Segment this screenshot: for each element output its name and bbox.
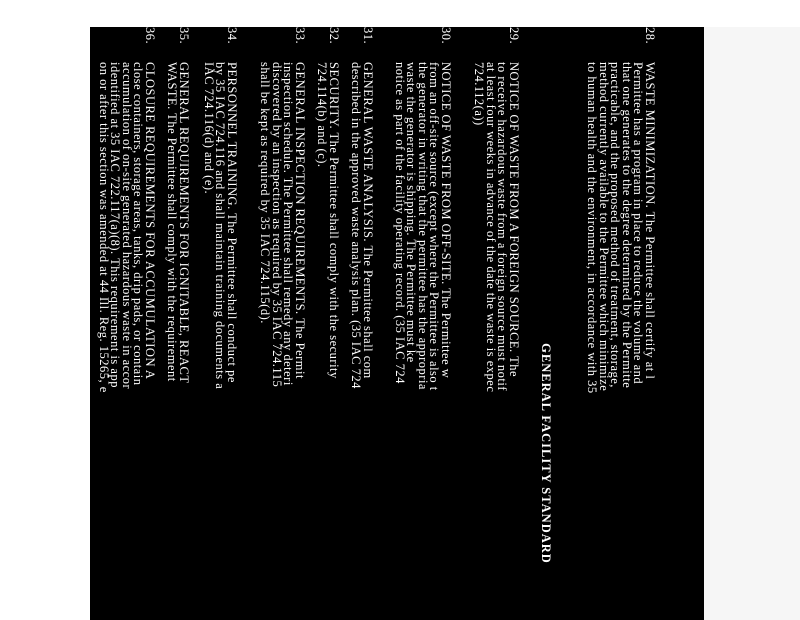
section-text: GENERAL REQUIREMENTS FOR IGNITABLE, REACT WASTE. The Permittee shall comply with the requirement [165,62,191,384]
section-number: 36. [143,27,157,45]
right-margin [704,27,800,620]
section-text: NOTICE OF WASTE FROM A FOREIGN SOURCE. The to receive hazardous waste from a foreign source must notif at least four weeks in advance of the date the waste is expec 724.112(a)) [472,62,521,393]
section-number: 33. [293,27,307,45]
section-text: PERSONNEL TRAINING. The Permittee shall conduct pe by 35 IAC 724.116 and shall maintain training documents a IAC 724.116(d) and (e). [202,62,239,390]
section-number: 29. [507,27,521,45]
rotated-document-text [95,27,655,620]
section-number: 34. [225,27,239,45]
section-number: 35. [177,27,191,45]
section-text: WASTE MINIMIZATION. The Permittee shall certify at l Permittee has a program in place to reduce the volume and that one generates to the degree determined by the Permitte practicable, and the proposed method of treatment, storage, method currently available to the Permittee which minimize to human health and the environment, in accordance with 35 [585,62,657,394]
section-heading: GENERAL FACILITY STANDARD [539,343,553,564]
section-number: 28. [643,27,657,45]
section-number: 30. [439,27,453,45]
section-text: GENERAL INSPECTION REQUIREMENTS. The Permit inspection schedule. The Permittee shall remedy any deteri discovered by an inspection as required by 35 IAC 724.115 shall be kept as required by 35 IAC 724.115(d). [258,62,307,388]
section-text: NOTICE OF WASTE FROM OFF-SITE. The Permittee w from an off-site source (except where the Permittee is also t the generator in writing that the permittee has the appropria waste the generator is shipping. The Permittee must ke notice as part of the facility operating record. (35 IAC 724 [393,62,453,391]
section-text: CLOSURE REQUIREMENTS FOR ACCUMULATION A close containers, storage areas, tanks, drip pads, or contain accumulation of on-site generated hazardous waste in accor identified at 35 IAC 722.117(a)(8). This requirement is app on or after this section was amended at 44 Ill. Reg. 15265, e [97,62,157,393]
section-text: SECURITY. The Permittee shall comply with the security 724.114(b) and (c). [315,62,341,379]
section-number: 32. [327,27,341,45]
top-margin [0,0,800,27]
section-number: 31. [361,27,375,45]
section-text: GENERAL WASTE ANALYSIS. The Permittee shall com described in the approved waste analysis plan. (35 IAC 724 [349,62,375,389]
